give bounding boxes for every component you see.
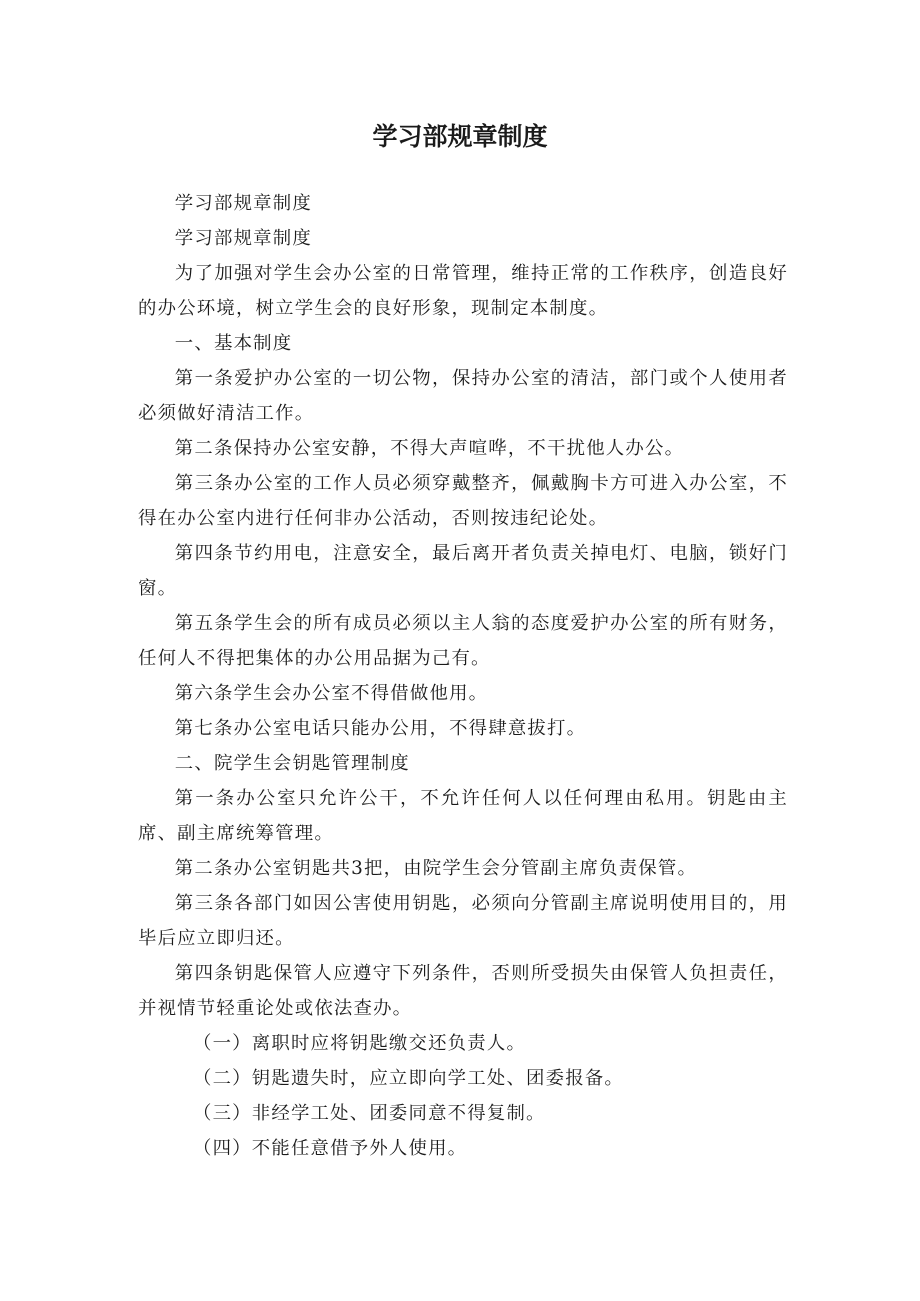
section-heading-key-management: 二、院学生会钥匙管理制度: [174, 753, 410, 774]
section-heading-basic-rules: 一、基本制度: [174, 333, 293, 354]
paragraph-subtitle-1: 学习部规章制度: [174, 193, 312, 214]
article-7: 第七条办公室电话只能办公用，不得肆意拔打。: [174, 718, 587, 739]
article-5: 第五条学生会的所有成员必须以主人翁的态度爱护办公室的所有财务，任何人不得把集体的办公用品据为己有。: [138, 613, 788, 669]
key-condition-2: （二）钥匙遗失时，应立即向学工处、团委报备。: [193, 1068, 624, 1089]
key-article-1: 第一条办公室只允许公干，不允许任何人以任何理由私用。钥匙由主席、副主席统筹管理。: [138, 788, 788, 844]
key-condition-3: （三）非经学工处、团委同意不得复制。: [193, 1103, 546, 1124]
article-1: 第一条爱护办公室的一切公物，保持办公室的清洁，部门或个人使用者必须做好清洁工作。: [138, 368, 788, 424]
article-2: 第二条保持办公室安静，不得大声喧哗，不干扰他人办公。: [174, 438, 685, 459]
paragraph-intro: 为了加强对学生会办公室的日常管理，维持正常的工作秩序，创造良好的办公环境，树立学生会的良好形象，现制定本制度。: [138, 263, 788, 319]
key-article-2: 第二条办公室钥匙共3把，由院学生会分管副主席负责保管。: [174, 858, 698, 879]
page-title: 学习部规章制度: [372, 122, 548, 151]
paragraph-subtitle-2: 学习部规章制度: [174, 228, 312, 249]
document-body: [138, 186, 788, 1166]
key-condition-4: （四）不能任意借予外人使用。: [193, 1138, 468, 1159]
key-condition-1: （一）离职时应将钥匙缴交还负责人。: [193, 1033, 527, 1054]
article-6: 第六条学生会办公室不得借做他用。: [174, 683, 489, 704]
article-4: 第四条节约用电，注意安全，最后离开者负责关掉电灯、电脑，锁好门窗。: [138, 543, 788, 599]
article-3: 第三条办公室的工作人员必须穿戴整齐，佩戴胸卡方可进入办公室，不得在办公室内进行任何非办公活动，否则按违纪论处。: [138, 473, 788, 529]
key-article-3: 第三条各部门如因公害使用钥匙，必须向分管副主席说明使用目的，用毕后应立即归还。: [138, 893, 788, 949]
key-article-4: 第四条钥匙保管人应遵守下列条件，否则所受损失由保管人负担责任，并视情节轻重论处或依法查办。: [138, 963, 788, 1019]
